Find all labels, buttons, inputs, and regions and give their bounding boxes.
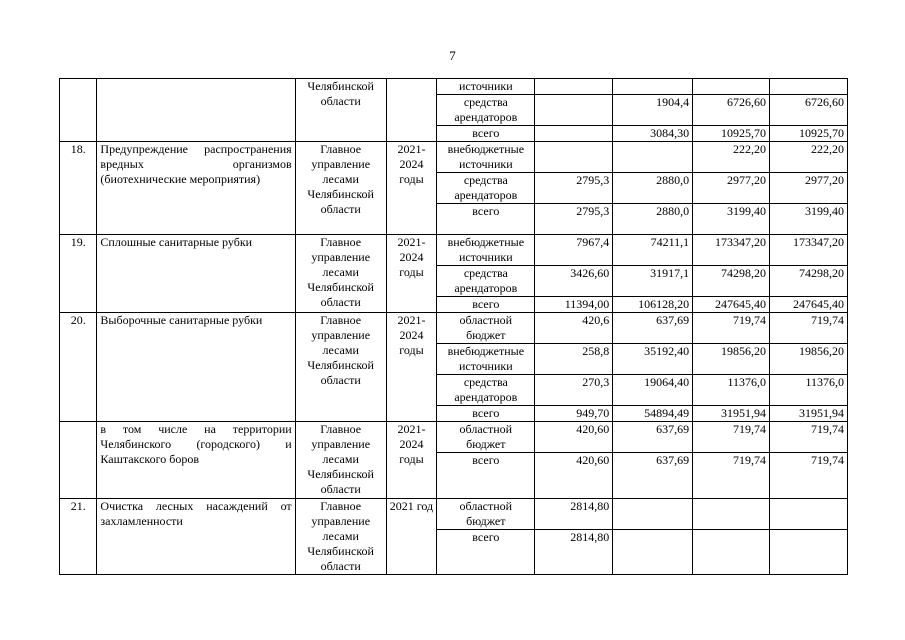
amount-cell: 1904,4 [613,95,693,126]
funding-source: внебюджетные источники [437,235,535,266]
amount-cell: 270,3 [535,375,613,406]
activity-name: Выборочные санитарные рубки [97,313,295,422]
period: 2021-2024 годы [386,313,437,422]
activity-name [97,79,295,142]
executor: Главное управление лесами Челябинской области [295,313,386,422]
amount-cell: 31951,94 [693,406,770,422]
funding-source: средства арендаторов [437,173,535,204]
table-row [60,235,848,266]
row-number [60,79,97,142]
funding-source: средства арендаторов [437,266,535,297]
funding-source: всего [437,204,535,235]
amount-cell: 247645,40 [770,297,848,313]
funding-source: внебюджетные источники [437,142,535,173]
amount-cell: 2977,20 [693,173,770,204]
activity-name: Очистка лесных насаждений от захламленности [97,499,295,575]
funding-source: всего [437,297,535,313]
amount-cell: 54894,49 [613,406,693,422]
amount-cell: 7967,4 [535,235,613,266]
executor: Главное управление лесами Челябинской области [295,422,386,499]
amount-cell: 11376,0 [770,375,848,406]
amount-cell: 222,20 [693,142,770,173]
funding-source: областной бюджет [437,499,535,530]
program-table [59,78,848,575]
funding-source: источники [437,79,535,95]
amount-cell: 19064,40 [613,375,693,406]
amount-cell: 637,69 [613,453,693,499]
executor: Главное управление лесами Челябинской области [295,499,386,575]
amount-cell [770,530,848,575]
amount-cell: 2880,0 [613,204,693,235]
amount-cell [535,142,613,173]
amount-cell: 3199,40 [770,204,848,235]
amount-cell: 74211,1 [613,235,693,266]
amount-cell: 222,20 [770,142,848,173]
funding-source: всего [437,406,535,422]
amount-cell: 2880,0 [613,173,693,204]
amount-cell: 19856,20 [770,344,848,375]
amount-cell: 637,69 [613,313,693,344]
table-row [60,313,848,344]
amount-cell [770,499,848,530]
amount-cell: 35192,40 [613,344,693,375]
funding-source: областной бюджет [437,422,535,453]
amount-cell: 420,6 [535,313,613,344]
amount-cell: 258,8 [535,344,613,375]
amount-cell [693,79,770,95]
amount-cell [613,142,693,173]
table-row [60,142,848,173]
amount-cell: 11394,00 [535,297,613,313]
funding-source: всего [437,530,535,575]
row-number: 21. [60,499,97,575]
amount-cell: 719,74 [770,422,848,453]
period [386,79,437,142]
funding-source: внебюджетные источники [437,344,535,375]
activity-name: Предупреждение распространения вредных организмов (биотехнические мероприятия) [97,142,295,235]
funding-source: всего [437,453,535,499]
amount-cell: 3084,30 [613,126,693,142]
period: 2021 год [386,499,437,575]
amount-cell: 637,69 [613,422,693,453]
amount-cell: 949,70 [535,406,613,422]
amount-cell [613,530,693,575]
funding-source: областной бюджет [437,313,535,344]
amount-cell: 719,74 [693,313,770,344]
executor: Главное управление лесами Челябинской области [295,235,386,313]
amount-cell: 74298,20 [693,266,770,297]
amount-cell: 719,74 [693,453,770,499]
amount-cell [693,499,770,530]
amount-cell [693,530,770,575]
period: 2021-2024 годы [386,422,437,499]
amount-cell [535,95,613,126]
amount-cell: 719,74 [770,313,848,344]
table-row [60,79,848,95]
amount-cell: 247645,40 [693,297,770,313]
period: 2021-2024 годы [386,235,437,313]
amount-cell: 31917,1 [613,266,693,297]
amount-cell [613,499,693,530]
amount-cell: 2977,20 [770,173,848,204]
amount-cell: 173347,20 [770,235,848,266]
amount-cell: 6726,60 [693,95,770,126]
row-number: 19. [60,235,97,313]
page-number: 7 [449,48,456,63]
executor: Главное управление лесами Челябинской области [295,142,386,235]
funding-source: средства арендаторов [437,375,535,406]
amount-cell: 420,60 [535,453,613,499]
amount-cell: 10925,70 [770,126,848,142]
period: 2021-2024 годы [386,142,437,235]
amount-cell [535,79,613,95]
funding-source: средства арендаторов [437,95,535,126]
amount-cell: 2795,3 [535,173,613,204]
table-row [60,422,848,453]
row-number: 18. [60,142,97,235]
amount-cell: 19856,20 [693,344,770,375]
amount-cell: 31951,94 [770,406,848,422]
row-number [60,422,97,499]
amount-cell: 10925,70 [693,126,770,142]
amount-cell: 2795,3 [535,204,613,235]
executor: Челябинской области [295,79,386,142]
amount-cell: 74298,20 [770,266,848,297]
amount-cell: 173347,20 [693,235,770,266]
amount-cell: 2814,80 [535,499,613,530]
amount-cell: 106128,20 [613,297,693,313]
amount-cell: 6726,60 [770,95,848,126]
activity-name: Сплошные санитарные рубки [97,235,295,313]
amount-cell: 3199,40 [693,204,770,235]
amount-cell: 11376,0 [693,375,770,406]
amount-cell: 719,74 [693,422,770,453]
amount-cell [613,79,693,95]
amount-cell: 3426,60 [535,266,613,297]
amount-cell: 2814,80 [535,530,613,575]
table-row [60,499,848,530]
amount-cell [535,126,613,142]
amount-cell: 420,60 [535,422,613,453]
amount-cell: 719,74 [770,453,848,499]
row-number: 20. [60,313,97,422]
activity-name: в том числе на территории Челябинского (городского) и Каштакского боров [97,422,295,499]
amount-cell [770,79,848,95]
funding-source: всего [437,126,535,142]
